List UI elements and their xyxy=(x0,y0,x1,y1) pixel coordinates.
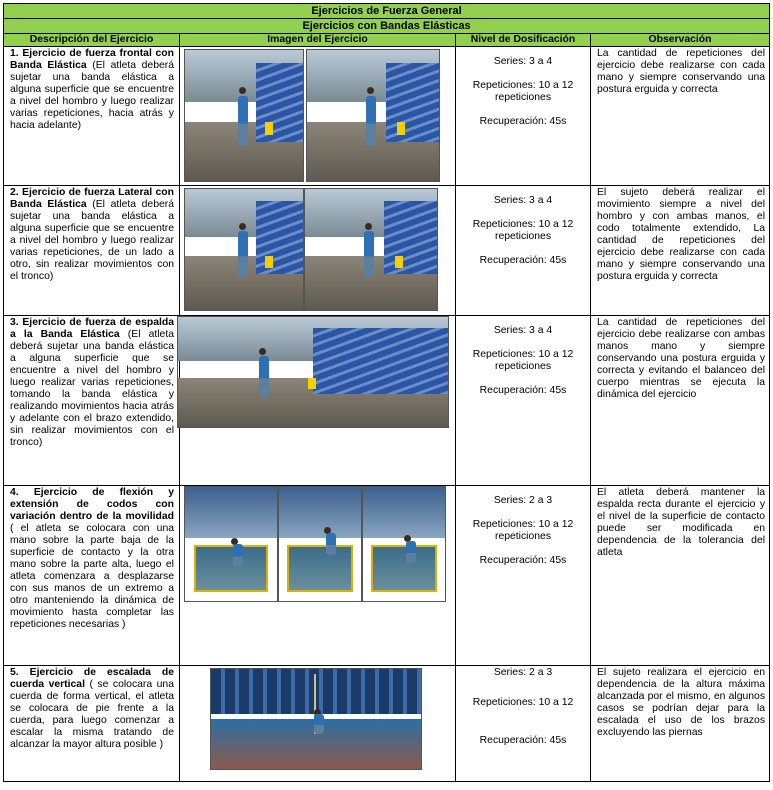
table-row xyxy=(4,47,770,186)
exercise-photo xyxy=(278,486,362,602)
dosage-cell xyxy=(456,666,591,782)
exercise-name: Ejercicio de fuerza Lateral con Banda Elástica xyxy=(10,187,174,210)
table-row xyxy=(4,666,770,782)
recovery-text: Recuperación: 45s xyxy=(479,735,567,746)
exercise-photo xyxy=(184,486,278,602)
header-dosage: Nivel de Dosificación xyxy=(456,34,591,47)
image-cell xyxy=(180,186,456,316)
table-row xyxy=(4,316,770,486)
recovery-text: Recuperación: 45s xyxy=(479,116,567,127)
description-cell xyxy=(4,316,180,486)
series-text: Series: 2 a 3 xyxy=(493,667,553,678)
exercise-photo xyxy=(177,316,449,428)
exercise-text: ( el atleta se colocara con una mano sobre la parte baja de la superficie de contacto y la otra mano sobre la parte alta, luego el atleta comenzara a desplazarse con sus manos de un extremo a otro manteniendo la dinámica de movimiento hasta completar las repeticiones necesarias ) xyxy=(10,523,174,630)
exercise-name: Ejercicio de flexión y extensión de codos con variación dentro de la movilidad xyxy=(10,487,174,522)
reps-text: Repeticiones: 10 a 12 xyxy=(472,697,574,708)
observation-cell: El sujeto deberá realizar el movimiento siempre a nivel del hombro y con ambas manos, el codo totalmente extendido, La cantidad de repeticiones del ejercicio debe realizarse con cada mano y siempre conservando una postura erguida y correcta xyxy=(591,186,770,316)
reps-text: Repeticiones: 10 a 12 repeticiones xyxy=(472,219,574,242)
table-row xyxy=(4,486,770,666)
exercise-photo xyxy=(306,49,440,182)
header-image: Imagen del Ejercicio xyxy=(180,34,456,47)
image-cell xyxy=(180,486,456,666)
table-row xyxy=(4,186,770,316)
image-cell xyxy=(180,666,456,782)
exercise-photo xyxy=(184,49,304,182)
series-text: Series: 3 a 4 xyxy=(493,56,553,67)
exercise-number: 2. xyxy=(10,187,19,198)
reps-text: Repeticiones: 10 a 12 repeticiones xyxy=(472,80,574,103)
description-cell xyxy=(4,47,180,186)
exercise-photo xyxy=(304,188,438,311)
exercise-number: 1. xyxy=(10,48,19,59)
description-cell xyxy=(4,186,180,316)
exercise-text: (El atleta deberá sujetar una banda elástica a alguna superficie que se encuentre a nivel del hombro y luego realizar varias repeticiones, tomando la banda elástica y realizando movimientos hacia atrás y adelante con el brazo extendido, sin realizar movimientos con el tronco) xyxy=(10,329,174,448)
reps-text: Repeticiones: 10 a 12 repeticiones xyxy=(472,349,574,372)
exercise-text: (El atleta deberá sujetar una banda elástica a alguna superficie que se encuentre a nivel del hombro y luego realizar varias repeticiones, de un lado a otro, sin realizar movimientos con el tronco) xyxy=(10,199,174,282)
exercise-number: 5. xyxy=(10,667,19,678)
observation-cell: El sujeto realizara el ejercicio en dependencia de la altura máxima alcanzada por el mismo, en algunos casos se podrían dejar para la escalada el uso de los brazos excluyendo las piernas xyxy=(591,666,770,782)
exercise-name: Ejercicio de fuerza frontal con Banda Elástica xyxy=(10,48,174,71)
series-text: Series: 3 a 4 xyxy=(493,195,553,206)
dosage-cell xyxy=(456,47,591,186)
exercise-photo xyxy=(184,188,304,311)
table-title: Ejercicios de Fuerza General xyxy=(4,4,770,19)
table-subtitle: Ejercicios con Bandas Elásticas xyxy=(4,19,770,34)
description-cell xyxy=(4,486,180,666)
exercise-number: 4. xyxy=(10,487,19,498)
observation-cell: El atleta deberá mantener la espalda recta durante el ejercicio y el nivel de la superficie de contacto puede ser modificada en dependencia de la tolerancia del atleta xyxy=(591,486,770,666)
reps-text: Repeticiones: 10 a 12 repeticiones xyxy=(472,519,574,542)
exercise-name: Ejercicio de fuerza de espalda a la Banda Elástica xyxy=(10,317,175,340)
recovery-text: Recuperación: 45s xyxy=(479,555,567,566)
header-description: Descripción del Ejercicio xyxy=(4,34,180,47)
image-cell xyxy=(180,316,456,486)
recovery-text: Recuperación: 45s xyxy=(479,255,567,266)
exercise-photo xyxy=(210,668,422,770)
exercise-name: Ejercicio de escalada de cuerda vertical xyxy=(10,667,174,690)
dosage-cell xyxy=(456,316,591,486)
dosage-cell xyxy=(456,186,591,316)
dosage-cell xyxy=(456,486,591,666)
exercise-photo xyxy=(362,486,446,602)
exercise-text: (El atleta deberá sujetar una banda elástica a alguna superficie que se encuentre a nivel del hombro y luego realizar varias repeticiones, hacia atrás y hacia adelante) xyxy=(10,60,174,131)
exercise-number: 3. xyxy=(10,317,19,328)
series-text: Series: 3 a 4 xyxy=(493,325,553,336)
description-cell xyxy=(4,666,180,782)
exercise-table xyxy=(3,3,770,782)
observation-cell: La cantidad de repeticiones del ejercicio debe realizarse con cada mano y siempre conservando una postura erguida y correcta xyxy=(591,47,770,186)
observation-cell: La cantidad de repeticiones del ejercicio debe realizarse con ambas manos mano y siempre conservando una postura erguida y correcta y evitando el balanceo del cuerpo mientras se ejecuta la dinámica del ejercicio xyxy=(591,316,770,486)
recovery-text: Recuperación: 45s xyxy=(479,385,567,396)
image-cell xyxy=(180,47,456,186)
header-observation: Observación xyxy=(591,34,770,47)
series-text: Series: 2 a 3 xyxy=(493,495,553,506)
exercise-text: ( se colocara una cuerda de forma vertical, el atleta se colocara de pie frente a la cuerda, para luego comenzar a escalar la misma tratando de alcanzar la mayor altura posible ) xyxy=(10,679,174,750)
